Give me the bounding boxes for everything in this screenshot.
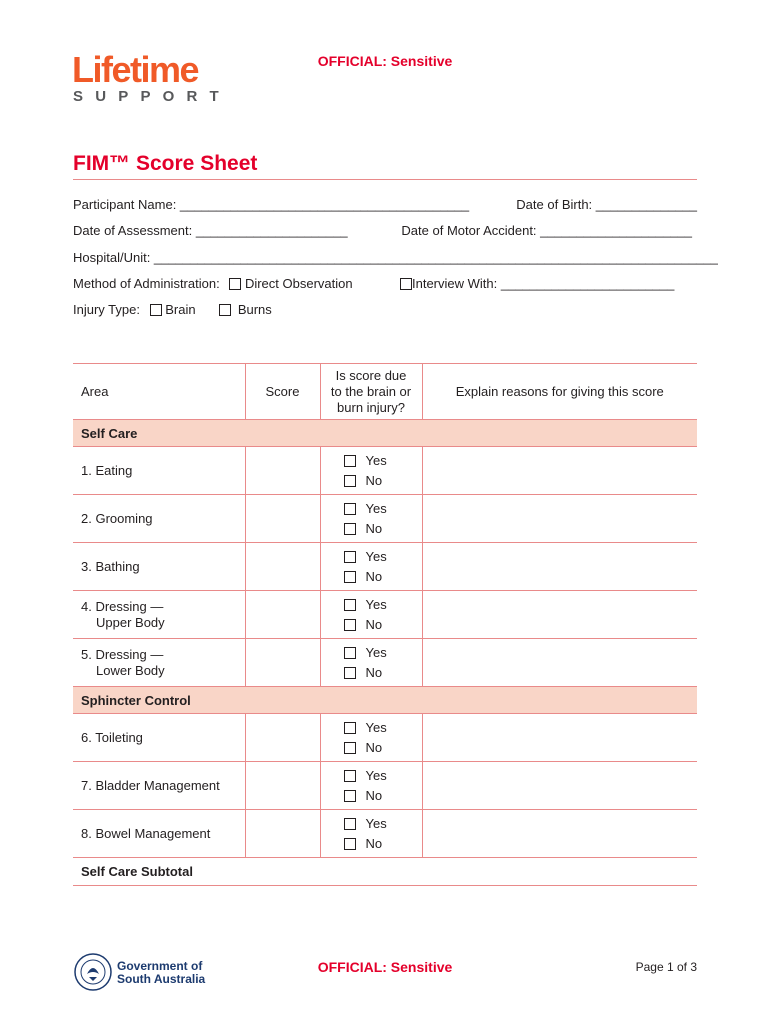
header-area: Area <box>73 364 245 420</box>
no-label: No <box>365 835 383 851</box>
yes-checkbox[interactable] <box>344 722 356 734</box>
injury-due-options <box>320 639 422 687</box>
classification-footer-text: OFFICIAL: Sensitive <box>317 959 453 975</box>
brain-checkbox[interactable] <box>150 304 162 316</box>
no-checkbox[interactable] <box>344 571 356 583</box>
score-cell[interactable] <box>245 639 320 687</box>
injury-due-options <box>320 762 422 810</box>
fim-score-table <box>73 363 697 886</box>
table-row <box>73 762 697 810</box>
header-injury-due-line3: burn injury? <box>337 399 405 415</box>
injury-due-options <box>320 810 422 858</box>
injury-due-options <box>320 447 422 495</box>
item-label-line1: 1. Eating <box>81 462 133 478</box>
direct-observation-checkbox[interactable] <box>229 278 241 290</box>
no-checkbox[interactable] <box>344 475 356 487</box>
no-label: No <box>365 520 383 536</box>
participant-name-field[interactable]: Participant Name: ________________________________________ <box>73 197 470 212</box>
direct-observation-label: Direct Observation <box>244 276 353 291</box>
yes-label: Yes <box>365 644 387 660</box>
header-injury-due-line1: Is score due <box>335 367 407 383</box>
classification-header-text: OFFICIAL: Sensitive <box>317 53 453 69</box>
item-label-line1: 6. Toileting <box>81 729 143 745</box>
method-label: Method of Administration: <box>73 276 220 291</box>
explain-cell[interactable] <box>422 591 697 639</box>
yes-checkbox[interactable] <box>344 818 356 830</box>
table-row <box>73 543 697 591</box>
header-injury-due-line2: to the brain or <box>330 383 412 399</box>
no-checkbox[interactable] <box>344 619 356 631</box>
yes-checkbox[interactable] <box>344 503 356 515</box>
no-label: No <box>365 664 383 680</box>
item-label-line1: 7. Bladder Management <box>81 777 220 793</box>
table-row <box>73 714 697 762</box>
item-label-line1: 2. Grooming <box>81 510 153 526</box>
injury-due-options <box>320 591 422 639</box>
section-row-self-care <box>73 420 697 447</box>
explain-cell[interactable] <box>422 639 697 687</box>
section-title: Self Care <box>73 420 697 447</box>
yes-checkbox[interactable] <box>344 551 356 563</box>
item-label-line2: Lower Body <box>96 662 165 678</box>
no-checkbox[interactable] <box>344 838 356 850</box>
yes-label: Yes <box>365 719 387 735</box>
burns-label: Burns <box>237 302 272 317</box>
yes-checkbox[interactable] <box>344 647 356 659</box>
yes-checkbox[interactable] <box>344 599 356 611</box>
gov-line1: Government of <box>117 959 203 973</box>
item-label <box>73 810 245 858</box>
item-label <box>73 447 245 495</box>
date-of-assessment-field[interactable]: Date of Assessment: _____________________ <box>73 223 348 238</box>
date-of-motor-accident-field[interactable]: Date of Motor Accident: _____________________ <box>401 223 692 238</box>
section-row-sphincter-control <box>73 687 697 714</box>
no-label: No <box>365 787 383 803</box>
item-label <box>73 591 245 639</box>
item-label <box>73 714 245 762</box>
explain-cell[interactable] <box>422 714 697 762</box>
score-cell[interactable] <box>245 495 320 543</box>
item-label <box>73 762 245 810</box>
header-injury-due <box>320 364 422 420</box>
injury-due-options <box>320 543 422 591</box>
brain-label: Brain <box>165 302 196 317</box>
burns-checkbox[interactable] <box>219 304 231 316</box>
table-row <box>73 810 697 858</box>
yes-label: Yes <box>365 596 387 612</box>
score-cell[interactable] <box>245 762 320 810</box>
explain-cell[interactable] <box>422 495 697 543</box>
table-header-row <box>73 364 697 420</box>
explain-cell[interactable] <box>422 543 697 591</box>
item-label <box>73 495 245 543</box>
table-row <box>73 495 697 543</box>
gov-line2: South Australia <box>117 972 206 986</box>
no-checkbox[interactable] <box>344 523 356 535</box>
section-title: Sphincter Control <box>73 687 697 714</box>
yes-label: Yes <box>365 815 387 831</box>
table-row <box>73 447 697 495</box>
self-care-subtotal-row <box>73 858 697 886</box>
injury-due-options <box>320 495 422 543</box>
subtotal-label: Self Care Subtotal <box>73 858 697 886</box>
page-number: Page 1 of 3 <box>635 960 697 974</box>
title-divider <box>73 179 697 180</box>
interview-with-field[interactable] <box>400 276 674 292</box>
no-checkbox[interactable] <box>344 667 356 679</box>
method-of-administration <box>73 276 353 292</box>
injury-type <box>73 302 272 318</box>
yes-label: Yes <box>365 452 387 468</box>
table-row <box>73 639 697 687</box>
explain-cell[interactable] <box>422 762 697 810</box>
injury-due-options <box>320 714 422 762</box>
no-label: No <box>365 739 383 755</box>
header-score: Score <box>245 364 320 420</box>
item-label-line1: 3. Bathing <box>81 558 140 574</box>
no-label: No <box>365 616 383 632</box>
lifetime-logo-support: SUPPORT <box>73 88 231 105</box>
lifetime-logo-word: Lifetime <box>72 49 199 90</box>
injury-type-label: Injury Type: <box>73 302 140 317</box>
yes-label: Yes <box>365 548 387 564</box>
page-title: FIM™ Score Sheet <box>73 152 258 175</box>
item-label <box>73 639 245 687</box>
yes-label: Yes <box>365 767 387 783</box>
score-cell[interactable] <box>245 543 320 591</box>
item-label-line2: Upper Body <box>96 614 165 630</box>
date-of-birth-field[interactable]: Date of Birth: ______________ <box>516 197 697 212</box>
yes-checkbox[interactable] <box>344 455 356 467</box>
header-explain: Explain reasons for giving this score <box>422 364 697 420</box>
score-cell[interactable] <box>245 714 320 762</box>
item-label <box>73 543 245 591</box>
yes-checkbox[interactable] <box>344 770 356 782</box>
no-label: No <box>365 472 383 488</box>
score-cell[interactable] <box>245 591 320 639</box>
no-label: No <box>365 568 383 584</box>
item-label-line1: 5. Dressing — <box>81 646 164 662</box>
explain-cell[interactable] <box>422 447 697 495</box>
no-checkbox[interactable] <box>344 790 356 802</box>
table-row <box>73 591 697 639</box>
hospital-unit-field[interactable]: Hospital/Unit: ______________________________________________________________________________ <box>73 250 718 265</box>
item-label-line1: 8. Bowel Management <box>81 825 211 841</box>
classification-header <box>0 53 770 69</box>
interview-with-label[interactable]: Interview With: ________________________ <box>412 276 675 291</box>
yes-label: Yes <box>365 500 387 516</box>
item-label-line1: 4. Dressing — <box>81 598 164 614</box>
no-checkbox[interactable] <box>344 742 356 754</box>
interview-with-checkbox[interactable] <box>400 278 412 290</box>
score-cell[interactable] <box>245 810 320 858</box>
score-cell[interactable] <box>245 447 320 495</box>
explain-cell[interactable] <box>422 810 697 858</box>
